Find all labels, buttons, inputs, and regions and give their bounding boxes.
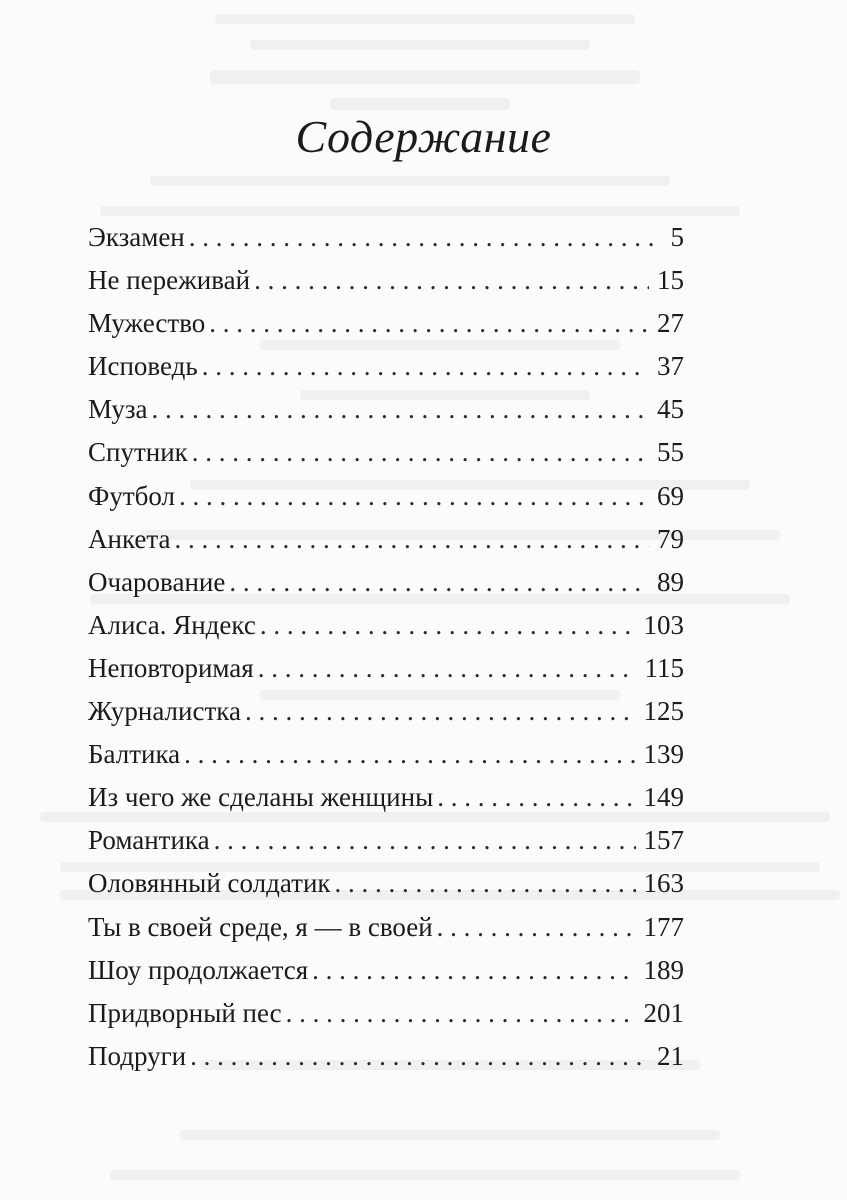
toc-entry	[88, 690, 684, 733]
toc-entry-page-number: 125	[643, 696, 684, 727]
toc-entry-page-number: 157	[643, 825, 684, 856]
toc-entry-page-number: 27	[657, 308, 684, 339]
toc-entry-title: Футбол	[88, 480, 175, 511]
toc-entry	[88, 949, 684, 992]
toc-dot-leader	[335, 862, 636, 905]
toc-entry	[88, 302, 684, 345]
toc-entry-page-number: 69	[657, 480, 684, 511]
toc-dot-leader	[260, 604, 636, 647]
toc-entry-page-number: 55	[657, 437, 684, 468]
toc-dot-leader	[312, 949, 635, 992]
toc-entry-title: Неповторимая	[88, 652, 254, 683]
toc-entry-page-number: 189	[643, 954, 684, 985]
toc-entry	[88, 906, 684, 949]
toc-dot-leader	[202, 345, 649, 388]
toc-entry-page-number: 177	[643, 911, 684, 942]
toc-entry	[88, 216, 684, 259]
toc-entry-title: Из чего же сделаны женщины	[88, 782, 434, 813]
toc-entry-title: Спутник	[88, 437, 188, 468]
toc-entry-page-number: 163	[643, 868, 684, 899]
toc-entry	[88, 345, 684, 388]
toc-dot-leader	[190, 1035, 649, 1078]
toc-entry-page-number: 103	[643, 609, 684, 640]
toc-entry	[88, 475, 684, 518]
page-title: Содержание	[295, 111, 552, 162]
toc-entry-page-number: 21	[657, 1040, 684, 1071]
toc-entry-title: Муза	[88, 394, 148, 425]
toc-entry-page-number: 115	[644, 652, 684, 683]
toc-entry-page-number: 37	[657, 351, 684, 382]
toc-entry-title: Подруги	[88, 1040, 187, 1071]
toc-entry	[88, 431, 684, 474]
toc-dot-leader	[192, 431, 649, 474]
toc-entry-page-number: 149	[643, 782, 684, 813]
toc-entry-title: Журналистка	[88, 696, 241, 727]
toc-entry-title: Шоу продолжается	[88, 954, 309, 985]
toc-dot-leader	[437, 776, 635, 819]
toc-entry-title: Очарование	[88, 566, 226, 597]
toc-entry-title: Придворный пес	[88, 997, 282, 1028]
toc-dot-leader	[229, 561, 649, 604]
toc-entry-title: Ты в своей среде, я — в своей	[88, 911, 433, 942]
toc-entry	[88, 647, 684, 690]
toc-dot-leader	[286, 992, 636, 1035]
toc-dot-leader	[189, 216, 663, 259]
toc-entry	[88, 604, 684, 647]
toc-entry-title: Исповедь	[88, 351, 198, 382]
toc-entry-title: Романтика	[88, 825, 210, 856]
toc-dot-leader	[184, 733, 635, 776]
toc-dot-leader	[209, 302, 649, 345]
toc-entry-page-number: 79	[657, 523, 684, 554]
toc-dot-leader	[214, 819, 636, 862]
toc-entry-page-number: 139	[643, 739, 684, 770]
table-of-contents	[88, 216, 684, 1078]
toc-dot-leader	[258, 647, 637, 690]
toc-entry	[88, 776, 684, 819]
toc-dot-leader	[245, 690, 636, 733]
toc-entry-title: Не переживай	[88, 265, 251, 296]
toc-entry	[88, 819, 684, 862]
toc-entry-page-number: 5	[670, 222, 684, 252]
toc-entry	[88, 561, 684, 604]
toc-entry-title: Экзамен	[88, 222, 185, 252]
toc-entry-title: Мужество	[88, 308, 206, 339]
toc-dot-leader	[151, 388, 649, 431]
toc-entry	[88, 992, 684, 1035]
toc-entry	[88, 518, 684, 561]
toc-entry-page-number: 45	[657, 394, 684, 425]
toc-entry-title: Балтика	[88, 739, 181, 770]
toc-entry-title: Оловянный солдатик	[88, 868, 331, 899]
toc-dot-leader	[175, 518, 650, 561]
toc-entry	[88, 388, 684, 431]
toc-dot-leader	[254, 259, 649, 302]
toc-entry	[88, 259, 684, 302]
toc-entry-page-number: 201	[643, 997, 684, 1028]
toc-entry-title: Анкета	[88, 523, 171, 554]
toc-entry	[88, 862, 684, 905]
toc-entry-page-number: 15	[657, 265, 684, 296]
toc-dot-leader	[179, 475, 649, 518]
toc-dot-leader	[437, 906, 636, 949]
toc-entry-title: Алиса. Яндекс	[88, 609, 256, 640]
toc-entry	[88, 733, 684, 776]
toc-entry	[88, 1035, 684, 1078]
toc-entry-page-number: 89	[657, 566, 684, 597]
